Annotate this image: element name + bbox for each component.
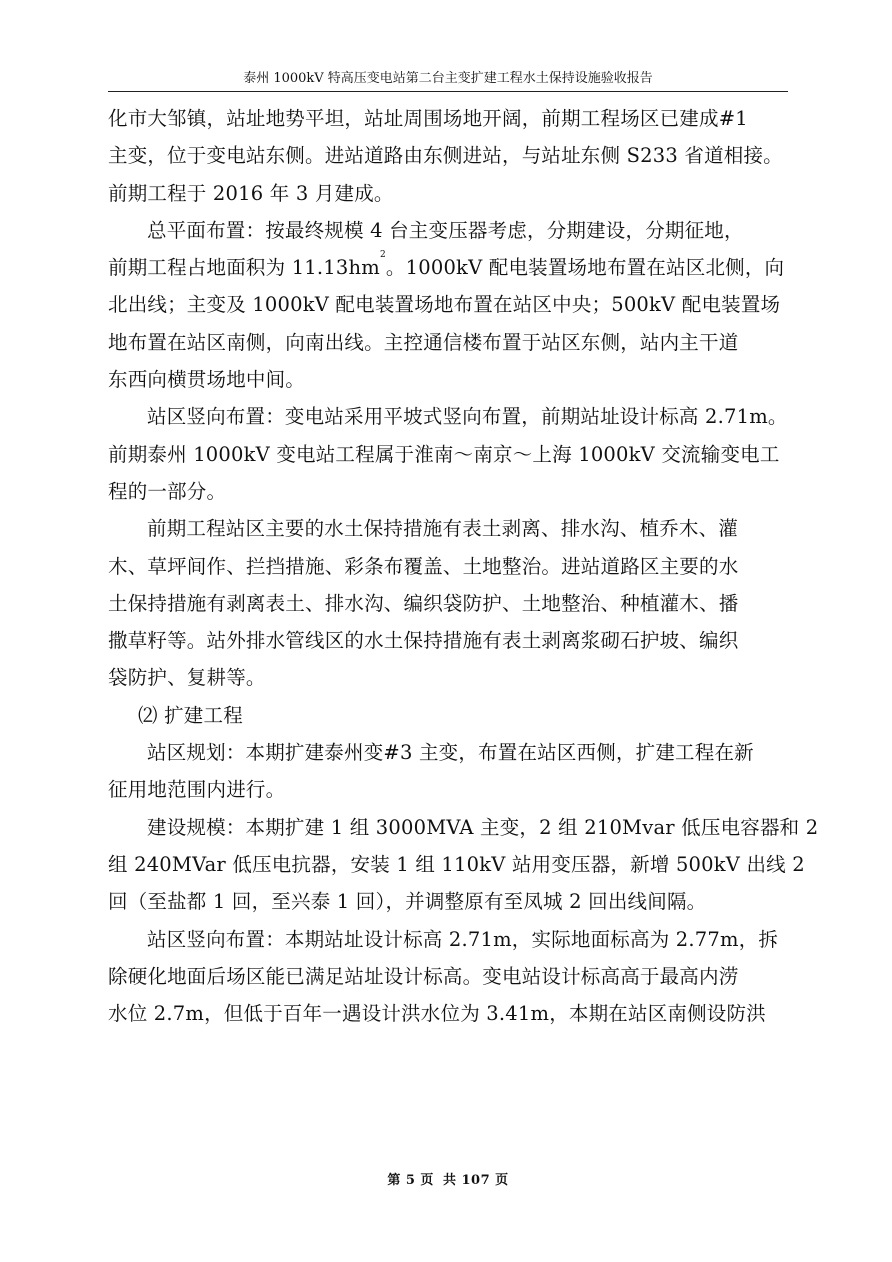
text-fragment: 。1000kV 配电装置场地布置在站区北侧，向 <box>385 256 785 280</box>
superscript: 2 <box>379 250 386 261</box>
report-body <box>108 100 819 1032</box>
page-number: 第 5 页 <box>387 1173 434 1188</box>
text-line: 回（至盐都 1 回，至兴泰 1 回），并调整原有至凤城 2 回出线间隔。 <box>108 890 707 914</box>
text-line: 总平面布置：按最终规模 4 台主变压器考虑，分期建设，分期征地， <box>147 218 744 242</box>
text-line: 水位 2.7m，但低于百年一遇设计洪水位为 3.41m，本期在站区南侧设防洪 <box>108 1002 766 1026</box>
page-footer <box>108 1169 788 1188</box>
text-line: 建设规模：本期扩建 1 组 3000MVA 主变，2 组 210Mvar 低压电容器和 2 <box>147 815 819 839</box>
text-line: 前期工程于 2016 年 3 月建成。 <box>108 181 394 205</box>
text-line: 北出线；主变及 1000kV 配电装置场地布置在站区中央；500kV 配电装置场 <box>108 293 781 317</box>
header-divider <box>108 91 788 92</box>
text-line: 土保持措施有剥离表土、排水沟、编织袋防护、土地整治、种植灌木、播 <box>108 591 739 615</box>
text-line <box>108 249 788 286</box>
text-line: 木、草坪间作、拦挡措施、彩条布覆盖、土地整治。进站道路区主要的水 <box>108 554 739 578</box>
section-heading: ⑵ 扩建工程 <box>138 703 243 727</box>
text-line: 站区竖向布置：本期站址设计标高 2.71m，实际地面标高为 2.77m，拆 <box>147 927 779 951</box>
running-header: 泰州 1000kV 特高压变电站第二台主变扩建工程水土保持设施验收报告 <box>243 71 653 86</box>
text-line: 撒草籽等。站外排水管线区的水土保持措施有表土剥离浆砌石护坡、编织 <box>108 629 739 653</box>
text-line: 东西向横贯场地中间。 <box>108 368 306 392</box>
text-line: 袋防护、复耕等。 <box>108 666 266 690</box>
text-line: 站区竖向布置：变电站采用平坡式竖向布置，前期站址设计标高 2.71m。 <box>147 405 788 429</box>
page-total: 共 107 页 <box>442 1173 509 1188</box>
text-line: 前期泰州 1000kV 变电站工程属于淮南～南京～上海 1000kV 交流输变电工 <box>108 442 780 466</box>
text-line: 站区规划：本期扩建泰州变#3 主变，布置在站区西侧，扩建工程在新 <box>147 741 754 765</box>
text-line: 化市大邹镇，站址地势平坦，站址周围场地开阔，前期工程场区已建成#1 <box>108 107 748 130</box>
text-line: 前期工程站区主要的水土保持措施有表土剥离、排水沟、植乔木、灌 <box>147 517 739 541</box>
text-line: 程的一部分。 <box>108 479 227 503</box>
text-line: 征用地范围内进行。 <box>108 778 286 802</box>
text-line: 除硬化地面后场区能已满足站址设计标高。变电站设计标高高于最高内涝 <box>108 964 739 988</box>
text-line: 组 240MVar 低压电抗器，安装 1 组 110kV 站用变压器，新增 500kV 出线 2 <box>108 852 805 876</box>
text-line: 主变，位于变电站东侧。进站道路由东侧进站，与站址东侧 S233 省道相接。 <box>108 144 783 168</box>
text-line: 地布置在站区南侧，向南出线。主控通信楼布置于站区东侧，站内主干道 <box>108 330 739 354</box>
area-value: 前期工程占地面积为 11.13hm <box>108 256 380 280</box>
